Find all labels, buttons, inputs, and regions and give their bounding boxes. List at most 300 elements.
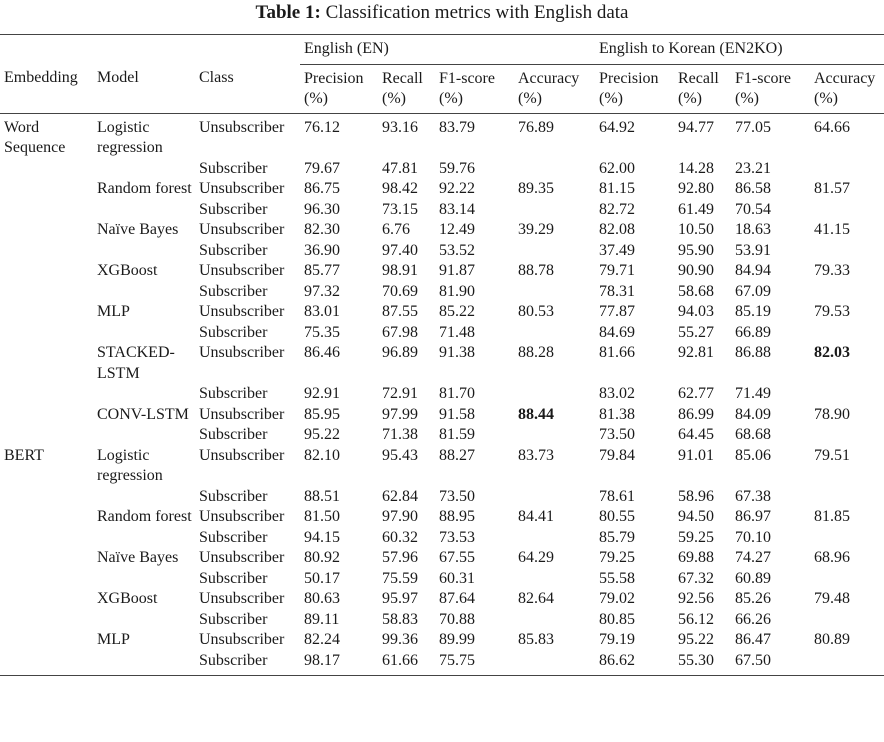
ko-recall-cell: 59.25 bbox=[678, 528, 714, 546]
en-recall-cell: 60.32 bbox=[382, 528, 418, 546]
en-recall-cell: 72.91 bbox=[382, 385, 418, 402]
en-f1-cell: 85.22 bbox=[439, 303, 475, 320]
class-cell: Unsubscriber bbox=[199, 590, 285, 607]
en-accuracy-cell: 83.73 bbox=[518, 446, 554, 464]
ko-accuracy-cell bbox=[810, 528, 884, 549]
ko-precision-cell: 81.38 bbox=[599, 405, 635, 423]
ko-precision-cell: 79.71 bbox=[599, 262, 635, 279]
en-f1-cell: 91.87 bbox=[439, 262, 475, 279]
ko-recall-cell: 62.77 bbox=[678, 385, 714, 402]
ko-accuracy-cell: 81.85 bbox=[814, 508, 850, 525]
table-row bbox=[0, 507, 884, 528]
ko-precision-cell: 55.58 bbox=[599, 569, 635, 587]
en-accuracy-cell bbox=[514, 159, 595, 180]
ko-precision-cell: 62.00 bbox=[599, 159, 635, 177]
en-precision-cell: 80.92 bbox=[304, 549, 340, 566]
table-row bbox=[0, 302, 884, 323]
en-f1-cell: 88.27 bbox=[439, 446, 475, 464]
embedding-cell bbox=[0, 323, 93, 344]
en-precision-cell: 95.22 bbox=[304, 426, 340, 443]
en-accuracy-cell bbox=[514, 200, 595, 221]
table-row bbox=[0, 113, 884, 159]
en-f1-cell: 91.58 bbox=[439, 405, 475, 423]
ko-precision-cell: 79.25 bbox=[599, 549, 635, 566]
ko-recall-cell: 67.32 bbox=[678, 569, 714, 587]
en-accuracy-cell bbox=[514, 282, 595, 303]
ko-precision-cell: 79.84 bbox=[599, 446, 635, 464]
en-recall-cell: 99.36 bbox=[382, 631, 418, 648]
ko-f1-cell: 70.10 bbox=[735, 528, 771, 546]
en-f1-cell: 92.22 bbox=[439, 180, 475, 197]
ko-f1-cell: 84.94 bbox=[735, 262, 771, 279]
table-row bbox=[0, 384, 884, 405]
en-precision-cell: 88.51 bbox=[304, 487, 340, 505]
table-row bbox=[0, 323, 884, 344]
embedding-cell bbox=[0, 302, 93, 323]
model-cell: Naïve Bayes bbox=[97, 549, 179, 566]
table-row bbox=[0, 200, 884, 221]
ko-f1-cell: 60.89 bbox=[735, 569, 771, 587]
ko-recall-cell: 95.90 bbox=[678, 241, 714, 259]
ko-recall-cell: 55.27 bbox=[678, 323, 714, 341]
embedding-cell: Word Sequence bbox=[4, 118, 66, 156]
embedding-cell bbox=[0, 343, 93, 384]
en-accuracy-cell: 80.53 bbox=[518, 303, 554, 320]
ko-f1-cell: 67.38 bbox=[735, 487, 771, 505]
en-precision-cell: 50.17 bbox=[304, 569, 340, 587]
en-recall-cell: 57.96 bbox=[382, 549, 418, 566]
col-header-class: Class bbox=[195, 64, 300, 113]
ko-accuracy-cell: 68.96 bbox=[814, 549, 850, 566]
en-accuracy-cell: 88.28 bbox=[518, 344, 554, 361]
model-cell bbox=[93, 159, 195, 180]
ko-recall-cell: 10.50 bbox=[678, 221, 714, 238]
ko-accuracy-cell bbox=[810, 610, 884, 631]
en-recall-cell: 87.55 bbox=[382, 303, 418, 320]
ko-accuracy-cell: 79.51 bbox=[814, 446, 850, 464]
ko-accuracy-cell bbox=[810, 651, 884, 676]
ko-recall-cell: 91.01 bbox=[678, 446, 714, 464]
table-row bbox=[0, 446, 884, 487]
table-row bbox=[0, 343, 884, 384]
class-cell: Unsubscriber bbox=[199, 549, 285, 566]
en-recall-cell: 96.89 bbox=[382, 344, 418, 361]
model-cell: Logistic regression bbox=[97, 446, 163, 484]
en-precision-cell: 82.30 bbox=[304, 221, 340, 238]
ko-precision-cell: 80.55 bbox=[599, 508, 635, 525]
en-accuracy-cell bbox=[514, 651, 595, 676]
col-header-en-precision: Precision (%) bbox=[300, 64, 378, 113]
best-accuracy-value: 82.03 bbox=[814, 344, 850, 361]
model-cell: Random forest bbox=[97, 180, 192, 197]
table-row bbox=[0, 261, 884, 282]
ko-f1-cell: 67.09 bbox=[735, 282, 771, 300]
ko-accuracy-cell bbox=[810, 241, 884, 262]
model-cell bbox=[93, 610, 195, 631]
en-accuracy-cell: 84.41 bbox=[518, 508, 554, 525]
ko-accuracy-cell bbox=[810, 343, 884, 384]
ko-accuracy-cell bbox=[810, 384, 884, 405]
en-recall-cell: 58.83 bbox=[382, 610, 418, 628]
embedding-cell bbox=[0, 241, 93, 262]
en-recall-cell: 47.81 bbox=[382, 159, 418, 177]
en-accuracy-cell: 82.64 bbox=[518, 590, 554, 607]
en-accuracy-cell bbox=[514, 323, 595, 344]
ko-precision-cell: 81.66 bbox=[599, 344, 635, 361]
class-cell: Unsubscriber bbox=[199, 508, 285, 525]
ko-precision-cell: 82.08 bbox=[599, 221, 635, 238]
model-cell: STACKED-LSTM bbox=[97, 344, 175, 382]
class-cell: Subscriber bbox=[199, 426, 268, 443]
ko-accuracy-cell: 79.53 bbox=[814, 303, 850, 320]
en-precision-cell: 92.91 bbox=[304, 385, 340, 402]
en-precision-cell: 75.35 bbox=[304, 323, 340, 341]
en-accuracy-cell bbox=[514, 405, 595, 426]
table-row bbox=[0, 179, 884, 200]
ko-f1-cell: 85.19 bbox=[735, 303, 771, 320]
ko-f1-cell: 77.05 bbox=[735, 118, 771, 136]
table-row bbox=[0, 487, 884, 508]
en-precision-cell: 94.15 bbox=[304, 528, 340, 546]
en-f1-cell: 71.48 bbox=[439, 323, 475, 341]
table-row bbox=[0, 610, 884, 631]
en-recall-cell: 75.59 bbox=[382, 569, 418, 587]
ko-precision-cell: 82.72 bbox=[599, 200, 635, 218]
col-header-ko-accuracy: Accuracy (%) bbox=[810, 64, 884, 113]
en-recall-cell: 97.40 bbox=[382, 241, 418, 259]
en-f1-cell: 83.79 bbox=[439, 118, 475, 136]
en-precision-cell: 81.50 bbox=[304, 508, 340, 525]
class-cell: Unsubscriber bbox=[199, 446, 285, 464]
ko-precision-cell: 80.85 bbox=[599, 610, 635, 628]
en-f1-cell: 89.99 bbox=[439, 631, 475, 648]
col-header-embedding: Embedding bbox=[0, 64, 93, 113]
table-row bbox=[0, 220, 884, 241]
ko-recall-cell: 94.77 bbox=[678, 118, 714, 136]
en-f1-cell: 75.75 bbox=[435, 651, 514, 676]
ko-recall-cell: 92.80 bbox=[678, 180, 714, 197]
table-row bbox=[0, 425, 884, 446]
en-recall-cell: 97.99 bbox=[382, 405, 418, 423]
ko-f1-cell: 18.63 bbox=[735, 221, 771, 238]
ko-f1-cell: 66.26 bbox=[735, 610, 771, 628]
table-row bbox=[0, 159, 884, 180]
model-cell bbox=[93, 200, 195, 221]
table-row bbox=[0, 569, 884, 590]
metrics-table bbox=[0, 34, 884, 676]
ko-accuracy-cell bbox=[810, 425, 884, 446]
ko-accuracy-cell: 79.33 bbox=[814, 262, 850, 279]
en-accuracy-cell: 88.78 bbox=[518, 262, 554, 279]
class-cell: Subscriber bbox=[199, 200, 268, 218]
table-body bbox=[0, 113, 884, 676]
col-header-en-recall: Recall (%) bbox=[378, 64, 435, 113]
table-row bbox=[0, 405, 884, 426]
en-recall-cell: 95.43 bbox=[382, 446, 418, 464]
en-precision-cell: 85.95 bbox=[304, 405, 340, 423]
model-cell bbox=[93, 384, 195, 405]
model-cell bbox=[93, 651, 195, 676]
en-f1-cell: 81.70 bbox=[439, 385, 475, 402]
ko-accuracy-cell bbox=[810, 200, 884, 221]
embedding-cell bbox=[0, 425, 93, 446]
ko-precision-cell: 77.87 bbox=[599, 303, 635, 320]
ko-recall-cell: 69.88 bbox=[678, 549, 714, 566]
ko-f1-cell: 84.09 bbox=[735, 405, 771, 423]
en-f1-cell: 91.38 bbox=[439, 344, 475, 361]
en-accuracy-cell: 89.35 bbox=[518, 180, 554, 197]
embedding-cell bbox=[0, 200, 93, 221]
class-cell: Unsubscriber bbox=[199, 405, 285, 423]
class-cell: Unsubscriber bbox=[199, 180, 285, 197]
class-cell: Unsubscriber bbox=[199, 118, 285, 136]
en-precision-cell: 82.10 bbox=[304, 446, 340, 464]
ko-recall-cell: 14.28 bbox=[678, 159, 714, 177]
ko-accuracy-cell bbox=[810, 323, 884, 344]
model-cell: Naïve Bayes bbox=[97, 221, 179, 238]
ko-precision-cell: 86.62 bbox=[595, 651, 674, 676]
embedding-cell bbox=[0, 384, 93, 405]
ko-accuracy-cell: 78.90 bbox=[814, 405, 850, 423]
embedding-cell bbox=[0, 528, 93, 549]
embedding-cell bbox=[0, 507, 93, 528]
col-header-ko-precision: Precision (%) bbox=[595, 64, 674, 113]
ko-f1-cell: 66.89 bbox=[735, 323, 771, 341]
ko-recall-cell: 92.81 bbox=[678, 344, 714, 361]
en-recall-cell: 95.97 bbox=[382, 590, 418, 607]
col-header-model: Model bbox=[93, 64, 195, 113]
en-f1-cell: 70.88 bbox=[439, 610, 475, 628]
en-f1-cell: 81.59 bbox=[439, 426, 475, 443]
table-row bbox=[0, 589, 884, 610]
group-header-en2ko: English to Korean (EN2KO) bbox=[595, 35, 884, 65]
en-recall-cell: 73.15 bbox=[382, 200, 418, 218]
ko-accuracy-cell: 64.66 bbox=[814, 118, 850, 136]
en-recall-cell: 62.84 bbox=[382, 487, 418, 505]
ko-f1-cell: 68.68 bbox=[735, 426, 771, 443]
class-cell: Subscriber bbox=[199, 282, 268, 300]
caption-label: Table 1: bbox=[255, 2, 321, 23]
en-precision-cell: 96.30 bbox=[304, 200, 340, 218]
en-f1-cell: 73.53 bbox=[439, 528, 475, 546]
ko-f1-cell: 85.06 bbox=[735, 446, 771, 464]
en-f1-cell: 88.95 bbox=[439, 508, 475, 525]
en-accuracy-cell: 64.29 bbox=[518, 549, 554, 566]
en-f1-cell: 12.49 bbox=[439, 221, 475, 238]
en-accuracy-cell: 39.29 bbox=[518, 221, 554, 238]
ko-accuracy-cell: 81.57 bbox=[814, 180, 850, 197]
caption-text: Classification metrics with English data bbox=[325, 2, 629, 23]
en-recall-cell: 6.76 bbox=[382, 221, 410, 238]
model-cell: MLP bbox=[97, 303, 130, 320]
ko-recall-cell: 58.68 bbox=[678, 282, 714, 300]
class-cell: Unsubscriber bbox=[199, 262, 285, 279]
en-precision-cell: 86.75 bbox=[304, 180, 340, 197]
col-header-ko-f1: F1-score (%) bbox=[731, 64, 810, 113]
ko-f1-cell: 85.26 bbox=[735, 590, 771, 607]
model-cell: Logistic regression bbox=[97, 118, 163, 156]
en-f1-cell: 59.76 bbox=[439, 159, 475, 177]
ko-recall-cell: 94.03 bbox=[678, 303, 714, 320]
ko-f1-cell: 86.58 bbox=[735, 180, 771, 197]
ko-recall-cell: 61.49 bbox=[678, 200, 714, 218]
en-accuracy-cell bbox=[514, 528, 595, 549]
ko-f1-cell: 23.21 bbox=[735, 159, 771, 177]
table-row bbox=[0, 630, 884, 651]
en-recall-cell: 98.42 bbox=[382, 180, 418, 197]
model-cell bbox=[93, 425, 195, 446]
en-recall-cell: 61.66 bbox=[378, 651, 435, 676]
class-cell: Subscriber bbox=[199, 385, 268, 402]
group-header-en: English (EN) bbox=[300, 35, 595, 65]
ko-f1-cell: 86.97 bbox=[735, 508, 771, 525]
en-accuracy-cell bbox=[514, 384, 595, 405]
en-precision-cell: 98.17 bbox=[300, 651, 378, 676]
embedding-cell bbox=[0, 487, 93, 508]
ko-recall-cell: 56.12 bbox=[678, 610, 714, 628]
ko-f1-cell: 53.91 bbox=[735, 241, 771, 259]
ko-accuracy-cell bbox=[810, 282, 884, 303]
ko-accuracy-cell bbox=[810, 487, 884, 508]
table-row bbox=[0, 241, 884, 262]
ko-accuracy-cell bbox=[810, 569, 884, 590]
en-f1-cell: 53.52 bbox=[439, 241, 475, 259]
model-cell: XGBoost bbox=[97, 590, 158, 607]
ko-recall-cell: 95.22 bbox=[678, 631, 714, 648]
en-precision-cell: 79.67 bbox=[304, 159, 340, 177]
class-cell: Subscriber bbox=[195, 651, 300, 676]
en-precision-cell: 97.32 bbox=[304, 282, 340, 300]
ko-recall-cell: 92.56 bbox=[678, 590, 714, 607]
ko-precision-cell: 84.69 bbox=[599, 323, 635, 341]
ko-recall-cell: 58.96 bbox=[678, 487, 714, 505]
en-recall-cell: 67.98 bbox=[382, 323, 418, 341]
en-accuracy-cell bbox=[514, 610, 595, 631]
ko-precision-cell: 78.61 bbox=[599, 487, 635, 505]
embedding-cell bbox=[0, 630, 93, 651]
en-precision-cell: 85.77 bbox=[304, 262, 340, 279]
ko-recall-cell: 90.90 bbox=[678, 262, 714, 279]
model-cell bbox=[93, 282, 195, 303]
en-accuracy-cell bbox=[514, 425, 595, 446]
model-cell: MLP bbox=[97, 631, 130, 648]
ko-f1-cell: 67.50 bbox=[731, 651, 810, 676]
class-cell: Subscriber bbox=[199, 487, 268, 505]
model-cell bbox=[93, 487, 195, 508]
class-cell: Subscriber bbox=[199, 569, 268, 587]
ko-f1-cell: 71.49 bbox=[735, 385, 771, 402]
ko-accuracy-cell: 79.48 bbox=[814, 590, 850, 607]
embedding-cell bbox=[0, 220, 93, 241]
ko-f1-cell: 86.47 bbox=[735, 631, 771, 648]
class-cell: Subscriber bbox=[199, 528, 268, 546]
embedding-cell bbox=[0, 651, 93, 676]
en-accuracy-cell: 76.89 bbox=[518, 118, 554, 136]
ko-recall-cell: 94.50 bbox=[678, 508, 714, 525]
class-cell: Unsubscriber bbox=[199, 303, 285, 320]
header-group-row bbox=[0, 35, 884, 65]
embedding-cell bbox=[0, 610, 93, 631]
embedding-cell bbox=[0, 589, 93, 610]
embedding-cell bbox=[0, 159, 93, 180]
en-f1-cell: 60.31 bbox=[439, 569, 475, 587]
ko-f1-cell: 74.27 bbox=[735, 549, 771, 566]
class-cell: Unsubscriber bbox=[199, 221, 285, 238]
class-cell: Subscriber bbox=[199, 323, 268, 341]
col-header-ko-recall: Recall (%) bbox=[674, 64, 731, 113]
embedding-cell: BERT bbox=[4, 446, 44, 464]
class-cell: Subscriber bbox=[199, 241, 268, 259]
table-row bbox=[0, 548, 884, 569]
ko-recall-cell: 55.30 bbox=[674, 651, 731, 676]
embedding-cell bbox=[0, 282, 93, 303]
table-row bbox=[0, 282, 884, 303]
model-cell: Random forest bbox=[97, 508, 192, 525]
embedding-cell bbox=[0, 261, 93, 282]
model-cell bbox=[93, 241, 195, 262]
en-f1-cell: 87.64 bbox=[439, 590, 475, 607]
model-cell bbox=[93, 569, 195, 590]
en-accuracy-cell bbox=[514, 241, 595, 262]
en-precision-cell: 82.24 bbox=[304, 631, 340, 648]
en-f1-cell: 83.14 bbox=[439, 200, 475, 218]
en-accuracy-cell bbox=[514, 487, 595, 508]
class-cell: Unsubscriber bbox=[199, 344, 285, 361]
ko-precision-cell: 64.92 bbox=[599, 118, 635, 136]
en-recall-cell: 71.38 bbox=[382, 426, 418, 443]
en-f1-cell: 67.55 bbox=[439, 549, 475, 566]
en-precision-cell: 76.12 bbox=[304, 118, 340, 136]
ko-precision-cell: 81.15 bbox=[599, 180, 635, 197]
ko-precision-cell: 79.19 bbox=[599, 631, 635, 648]
model-cell: CONV-LSTM bbox=[97, 405, 189, 423]
table-caption bbox=[0, 0, 884, 28]
class-cell: Subscriber bbox=[199, 610, 268, 628]
embedding-cell bbox=[0, 569, 93, 590]
table-row bbox=[0, 528, 884, 549]
best-accuracy-value: 88.44 bbox=[518, 405, 554, 423]
en-accuracy-cell: 85.83 bbox=[518, 631, 554, 648]
model-cell bbox=[93, 528, 195, 549]
class-cell: Subscriber bbox=[199, 159, 268, 177]
class-cell: Unsubscriber bbox=[199, 631, 285, 648]
en-recall-cell: 93.16 bbox=[382, 118, 418, 136]
col-header-en-f1: F1-score (%) bbox=[435, 64, 514, 113]
en-recall-cell: 70.69 bbox=[382, 282, 418, 300]
en-precision-cell: 89.11 bbox=[304, 610, 340, 628]
col-header-en-accuracy: Accuracy (%) bbox=[514, 64, 595, 113]
en-recall-cell: 98.91 bbox=[382, 262, 418, 279]
embedding-cell bbox=[0, 548, 93, 569]
en-precision-cell: 83.01 bbox=[304, 303, 340, 320]
en-precision-cell: 86.46 bbox=[304, 344, 340, 361]
en-accuracy-cell bbox=[514, 569, 595, 590]
ko-recall-cell: 86.99 bbox=[678, 405, 714, 423]
table-row bbox=[0, 651, 884, 676]
en-f1-cell: 81.90 bbox=[439, 282, 475, 300]
embedding-cell bbox=[0, 405, 93, 426]
en-precision-cell: 80.63 bbox=[304, 590, 340, 607]
ko-accuracy-cell: 80.89 bbox=[814, 631, 850, 648]
model-cell: XGBoost bbox=[97, 262, 158, 279]
en-precision-cell: 36.90 bbox=[304, 241, 340, 259]
ko-f1-cell: 70.54 bbox=[735, 200, 771, 218]
ko-precision-cell: 85.79 bbox=[599, 528, 635, 546]
ko-recall-cell: 64.45 bbox=[678, 426, 714, 443]
ko-precision-cell: 83.02 bbox=[599, 385, 635, 402]
ko-precision-cell: 78.31 bbox=[599, 282, 635, 300]
ko-f1-cell: 86.88 bbox=[735, 344, 771, 361]
